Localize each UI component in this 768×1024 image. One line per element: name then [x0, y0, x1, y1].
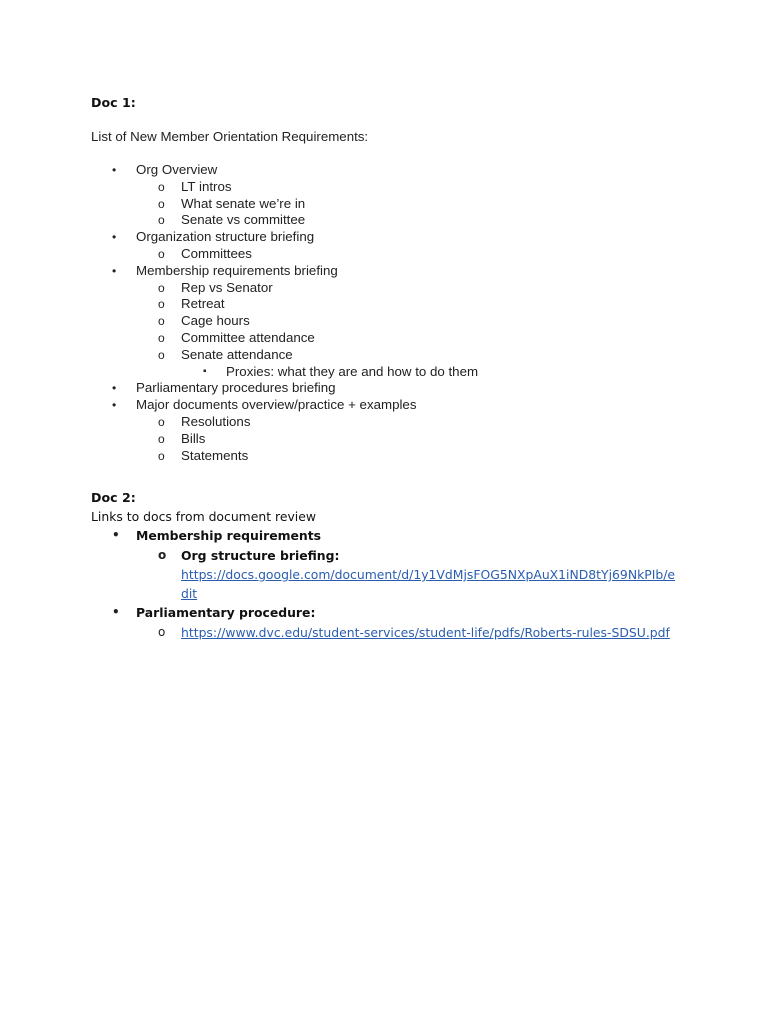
circle-bullet-icon: o — [158, 330, 165, 345]
list-item — [91, 565, 681, 603]
circle-bullet-icon: o — [158, 246, 165, 261]
list-item — [91, 623, 741, 642]
list-item: • Parliamentary procedure: — [91, 603, 731, 623]
bullet-icon: • — [112, 528, 120, 542]
circle-bullet-icon: o — [158, 314, 165, 329]
doc1-list — [91, 162, 731, 464]
list-item: o Committees — [158, 245, 252, 261]
list-item: o Cage hours — [158, 313, 250, 329]
circle-bullet-icon: o — [158, 431, 165, 446]
circle-bullet-icon: o — [158, 280, 165, 295]
doc1-section — [91, 94, 731, 464]
square-bullet-icon: ▪ — [203, 365, 207, 377]
roberts-rules-pdf-link[interactable]: https://www.dvc.edu/student-services/student-life/pdfs/Roberts-rules-SDSU.pdf — [181, 624, 670, 640]
list-item: • Major documents overview/practice + examples — [112, 397, 417, 413]
list-item: • Membership requirements — [91, 526, 731, 546]
doc2-list — [91, 526, 731, 642]
list-item: o Committee attendance — [158, 329, 315, 345]
circle-bullet-icon: o — [158, 547, 167, 562]
list-item: o Org structure briefing: — [91, 546, 731, 566]
list-item: o Retreat — [158, 296, 225, 312]
list-item: • Membership requirements briefing — [112, 262, 338, 278]
list-item: • Org Overview — [112, 162, 218, 177]
bullet-icon: • — [112, 263, 117, 278]
circle-bullet-icon: o — [158, 624, 166, 639]
circle-bullet-icon: o — [158, 213, 165, 228]
list-item: o What senate we’re in — [158, 195, 306, 211]
list-item: o Bills — [158, 430, 206, 446]
list-item: o Rep vs Senator — [158, 279, 273, 295]
circle-bullet-icon: o — [158, 448, 165, 463]
circle-bullet-icon: o — [158, 179, 165, 194]
list-item: o Statements — [158, 447, 249, 463]
circle-bullet-icon: o — [158, 196, 165, 211]
list-item: o Senate vs committee — [158, 212, 306, 228]
list-item: o Senate attendance — [158, 346, 293, 362]
circle-bullet-icon: o — [158, 297, 165, 312]
doc1-heading: Doc 1: — [91, 95, 136, 110]
org-structure-doc-link[interactable]: https://docs.google.com/document/d/1y1VdMjsFOG5NXpAuX1iND8tYj69NkPIb/edit — [181, 567, 676, 601]
list-item: o LT intros — [158, 178, 232, 194]
doc2-subheading: Links to docs from document review — [91, 509, 317, 524]
list-item: • Organization structure briefing — [112, 229, 315, 245]
doc2-section — [91, 489, 731, 642]
doc1-intro: List of New Member Orientation Requirements: — [91, 129, 369, 144]
circle-bullet-icon: o — [158, 414, 165, 429]
list-item: o Resolutions — [158, 413, 251, 429]
bullet-icon: • — [112, 230, 117, 245]
doc2-heading: Doc 2: — [91, 490, 136, 505]
list-item: • Parliamentary procedures briefing — [112, 380, 336, 396]
list-item: ▪ Proxies: what they are and how to do them — [203, 363, 479, 379]
bullet-icon: • — [112, 381, 117, 396]
bullet-icon: • — [112, 398, 117, 413]
bullet-icon: • — [112, 163, 117, 177]
circle-bullet-icon: o — [158, 347, 165, 362]
bullet-icon: • — [112, 605, 120, 619]
